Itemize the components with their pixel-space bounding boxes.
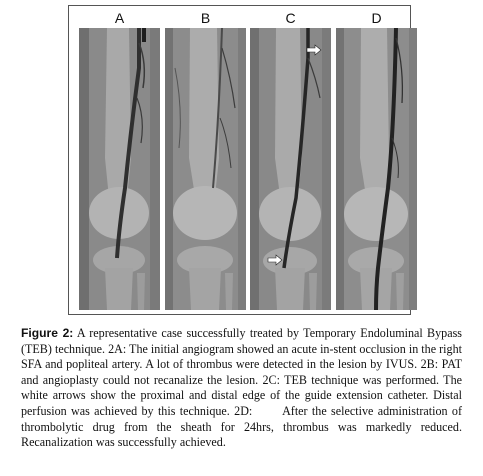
panel-label-b: B bbox=[200, 10, 211, 26]
angiogram-panel-b bbox=[165, 28, 246, 310]
angiogram-image-c bbox=[250, 28, 331, 310]
angiogram-panel-a bbox=[79, 28, 160, 310]
caption-text: A representative case successfully treated by Temporary Endoluminal Bypass (TEB) technique. 2A: The initial angiogram showed an acute in-stent occlusion in the right SFA and popliteal artery. A lot of thrombus were detected in the lesion by IVUS. 2B: PAT and angioplasty could not recanalize the lesion. 2C: TEB technique was performed. The white arrows show the proximal and distal edge of the guide extension catheter. Distal perfusion was achieved by this technique. 2D: After the selective administration of thrombolytic drug from the sheath for 24hrs, thrombus was markedly reduced. Recanalization was successfully achieved. bbox=[21, 326, 462, 450]
angiogram-image-b bbox=[165, 28, 246, 310]
angiogram-panel-c bbox=[250, 28, 331, 310]
panel-label-d: D bbox=[371, 10, 382, 26]
angiogram-image-a bbox=[79, 28, 160, 310]
arrow-icon-proximal bbox=[306, 44, 322, 56]
panel-label-a: A bbox=[114, 10, 125, 26]
angiogram-panel-d bbox=[336, 28, 417, 310]
angiogram-image-d bbox=[336, 28, 417, 310]
panel-label-c: C bbox=[285, 10, 296, 26]
figure-caption bbox=[21, 326, 462, 451]
arrow-icon-distal bbox=[267, 254, 283, 266]
figure-frame bbox=[68, 5, 411, 315]
caption-label: Figure 2: bbox=[21, 326, 74, 340]
